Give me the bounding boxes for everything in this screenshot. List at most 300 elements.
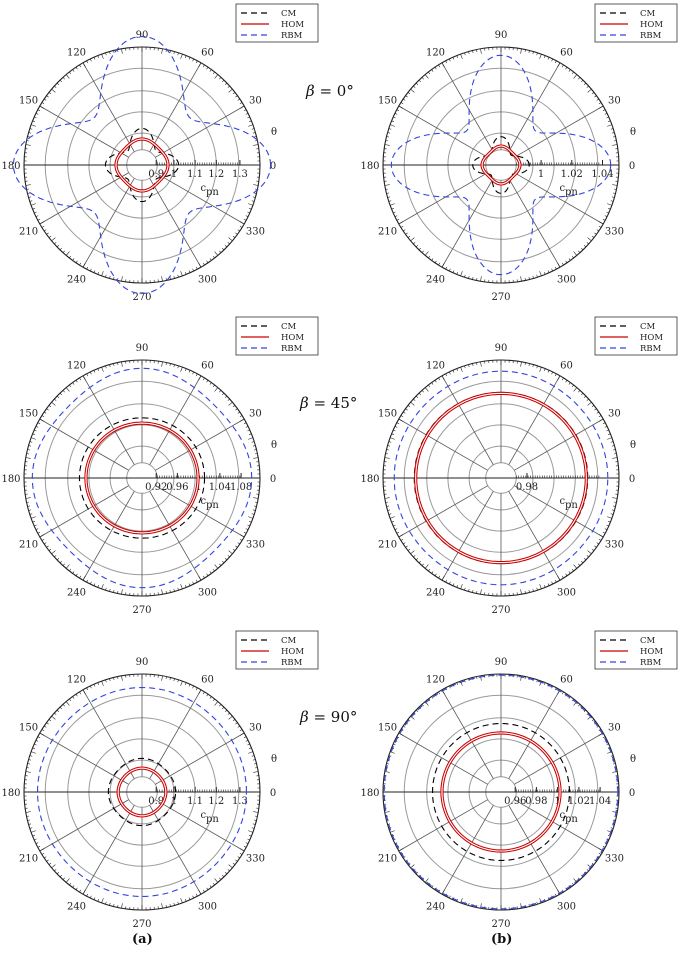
- angle-tick: [544, 585, 545, 587]
- angle-tick: [481, 49, 482, 54]
- angle-tick: [599, 853, 601, 854]
- angle-tick: [584, 83, 586, 85]
- angle-tick: [411, 865, 415, 868]
- angle-tick: [392, 208, 394, 209]
- angle-label: 60: [560, 360, 573, 372]
- angle-tick: [44, 857, 46, 858]
- radial-label-sub: pn: [564, 500, 578, 511]
- angle-tick: [31, 438, 36, 440]
- angle-tick: [248, 517, 253, 519]
- angle-tick: [178, 680, 179, 682]
- angle-tick: [389, 442, 391, 443]
- angle-tick: [572, 72, 574, 74]
- angle-tick: [73, 70, 75, 72]
- angle-tick: [403, 99, 405, 100]
- angle-tick: [569, 70, 571, 72]
- angle-tick: [162, 676, 163, 681]
- angle-tick: [69, 256, 71, 258]
- angle-tick: [385, 185, 390, 186]
- angle-label: 270: [491, 292, 511, 303]
- angle-tick: [403, 726, 405, 727]
- angle-tick: [229, 238, 233, 241]
- radial-tick-label: 1: [554, 796, 561, 807]
- angle-tick: [566, 67, 567, 69]
- angle-tick: [537, 902, 538, 904]
- angle-tick: [26, 458, 31, 459]
- angle-tick: [178, 53, 179, 55]
- angle-tick: [229, 716, 233, 719]
- angle-tick: [416, 245, 418, 247]
- radial-tick-label: 0.96: [166, 482, 189, 493]
- angle-tick: [428, 569, 430, 571]
- angle-tick: [521, 589, 522, 594]
- angle-tick: [66, 252, 69, 256]
- angle-tick: [26, 812, 31, 813]
- angle-label: 90: [135, 30, 149, 41]
- radial-tick-label: 1.3: [231, 169, 248, 180]
- angle-tick: [238, 543, 240, 544]
- angle-tick: [248, 438, 253, 440]
- angle-tick: [106, 275, 107, 277]
- grid-spoke: [155, 800, 244, 851]
- angle-label: 330: [604, 853, 624, 865]
- beta-label-90: β = 90°: [300, 708, 358, 726]
- angle-tick: [461, 584, 463, 589]
- angle-tick: [385, 145, 390, 146]
- angle-tick: [47, 723, 49, 725]
- angle-tick: [465, 588, 466, 590]
- angle-tick: [225, 558, 227, 560]
- angle-tick: [572, 385, 574, 387]
- legend-label: HOM: [281, 20, 305, 30]
- angle-tick: [80, 263, 81, 265]
- angle-tick: [416, 396, 418, 398]
- angle-tick: [587, 86, 589, 88]
- angle-label: 120: [66, 360, 87, 372]
- angle-tick: [106, 680, 107, 682]
- angle-tick: [196, 374, 197, 376]
- angle-tick: [555, 580, 556, 582]
- grid-spoke: [40, 800, 129, 851]
- angle-tick: [406, 233, 408, 235]
- angle-tick: [210, 571, 212, 573]
- angle-label: 330: [245, 539, 265, 551]
- angle-label: 90: [135, 657, 149, 668]
- angle-label: 180: [1, 474, 21, 485]
- angle-label: 180: [1, 161, 21, 172]
- angle-tick: [102, 898, 104, 903]
- angle-tick: [422, 77, 424, 79]
- grid-spoke: [83, 178, 134, 267]
- angle-tick: [178, 588, 179, 590]
- angle-tick: [57, 83, 59, 85]
- angle-label: 180: [360, 474, 380, 485]
- angle-tick: [572, 883, 574, 885]
- angle-tick: [392, 121, 394, 122]
- angle-tick: [83, 890, 86, 894]
- angle-tick: [578, 251, 580, 253]
- angle-label: 0: [628, 161, 636, 172]
- angle-tick: [54, 399, 56, 401]
- angle-tick: [611, 514, 613, 515]
- angle-tick: [521, 362, 522, 367]
- angle-tick: [611, 201, 613, 202]
- angle-tick: [390, 125, 395, 127]
- angle-tick: [38, 110, 40, 111]
- angle-tick: [587, 555, 589, 557]
- angle-tick: [44, 543, 46, 544]
- angle-tick: [607, 204, 612, 206]
- angle-tick: [235, 723, 237, 725]
- radial-label-sub: pn: [205, 814, 219, 825]
- angle-tick: [69, 883, 71, 885]
- angle-label: 210: [19, 853, 39, 865]
- angle-tick: [66, 565, 69, 569]
- angle-tick: [102, 271, 104, 276]
- angle-tick: [42, 226, 44, 227]
- angle-tick: [457, 56, 458, 58]
- angle-tick: [574, 75, 577, 79]
- angle-tick: [38, 219, 40, 220]
- angle-tick: [162, 276, 163, 281]
- angle-tick: [40, 106, 44, 109]
- angle-tick: [228, 555, 230, 557]
- angle-tick: [240, 733, 244, 736]
- angle-tick: [446, 61, 447, 63]
- angle-tick: [581, 561, 583, 563]
- grid-spoke: [150, 690, 201, 779]
- angle-tick: [240, 416, 242, 417]
- angle-tick: [69, 569, 71, 571]
- angle-tick: [432, 258, 434, 260]
- radial-tick-label: 0.96: [504, 796, 527, 807]
- angle-tick: [566, 261, 567, 263]
- angle-tick: [199, 690, 202, 694]
- angle-tick: [87, 580, 88, 582]
- grid-spoke: [509, 376, 560, 465]
- angle-tick: [608, 121, 610, 122]
- angle-tick: [401, 226, 403, 227]
- angle-tick: [233, 719, 235, 721]
- angle-tick: [225, 710, 227, 712]
- angle-tick: [253, 185, 258, 186]
- angle-tick: [439, 378, 440, 380]
- angle-label: 120: [425, 47, 446, 59]
- angle-tick: [392, 434, 394, 435]
- angle-tick: [83, 690, 86, 694]
- angle-tick: [592, 549, 594, 551]
- angle-tick: [555, 894, 556, 896]
- angle-tick: [461, 54, 463, 59]
- angle-tick: [435, 574, 436, 576]
- angle-tick: [416, 710, 418, 712]
- angle-tick: [597, 543, 599, 544]
- angle-tick: [540, 367, 542, 372]
- angle-tick: [446, 267, 447, 269]
- angle-tick: [52, 402, 56, 405]
- angle-tick: [588, 551, 592, 554]
- column-label-a: (a): [132, 932, 153, 947]
- legend-label: RBM: [640, 344, 662, 354]
- radial-tick-label: 1.02: [567, 796, 591, 807]
- angle-tick: [399, 222, 403, 225]
- angle-tick: [162, 589, 163, 594]
- legend-label: CM: [281, 636, 297, 646]
- legend-label: CM: [281, 9, 297, 19]
- angle-tick: [244, 532, 246, 533]
- angle-label: 300: [197, 901, 218, 913]
- grid-spoke: [155, 486, 244, 537]
- legend: [595, 4, 677, 42]
- angle-tick: [244, 423, 246, 424]
- angle-tick: [42, 416, 44, 417]
- angle-tick: [603, 846, 605, 847]
- beta-label-45: β = 45°: [300, 394, 358, 412]
- radial-tick-label: 1.04: [591, 169, 614, 180]
- angle-tick: [215, 702, 218, 706]
- angle-tick: [98, 369, 99, 371]
- grid-spoke: [155, 173, 244, 224]
- angle-tick: [411, 551, 415, 554]
- angle-tick: [76, 261, 77, 263]
- angle-tick: [228, 869, 230, 871]
- angle-tick: [397, 423, 399, 424]
- angle-tick: [229, 865, 233, 868]
- angle-tick: [210, 383, 212, 385]
- angle-tick: [44, 726, 46, 727]
- angle-tick: [40, 535, 44, 538]
- angle-tick: [457, 369, 458, 371]
- angle-tick: [54, 242, 56, 244]
- angle-tick: [213, 883, 215, 885]
- angle-tick: [219, 564, 221, 566]
- angle-tick: [574, 252, 577, 256]
- angle-tick: [521, 49, 522, 54]
- angle-tick: [592, 405, 594, 407]
- angle-tick: [240, 535, 244, 538]
- angle-tick: [57, 558, 59, 560]
- angle-tick: [562, 65, 563, 67]
- angle-tick: [222, 707, 224, 709]
- angle-tick: [40, 733, 44, 736]
- angle-tick: [233, 405, 235, 407]
- angle-tick: [73, 571, 75, 573]
- grid-spoke: [442, 63, 493, 152]
- angle-tick: [248, 204, 253, 206]
- angle-tick: [599, 419, 603, 422]
- legend-label: HOM: [640, 333, 664, 343]
- angle-tick: [413, 86, 415, 88]
- angle-tick: [435, 261, 436, 263]
- angle-tick: [185, 56, 186, 58]
- grid-spoke: [399, 419, 488, 470]
- angle-label: 240: [425, 587, 446, 599]
- angle-tick: [213, 699, 215, 701]
- angle-tick: [244, 110, 246, 111]
- angle-tick: [419, 561, 421, 563]
- legend-label: RBM: [281, 344, 303, 354]
- radial-tick-label: 1.2: [208, 169, 225, 180]
- angle-tick: [207, 694, 208, 696]
- angle-tick: [69, 72, 71, 74]
- angle-tick: [33, 521, 35, 522]
- angle-tick: [419, 80, 421, 82]
- angle-tick: [252, 442, 254, 443]
- polar-chart-6: [360, 631, 677, 930]
- legend: [236, 317, 318, 355]
- radial-tick-label: 1: [537, 169, 545, 180]
- angle-tick: [408, 92, 410, 94]
- angle-tick: [238, 857, 240, 858]
- grid-spoke: [514, 106, 603, 157]
- angle-tick: [389, 129, 391, 130]
- angle-label: 330: [604, 226, 624, 238]
- angle-tick: [40, 419, 44, 422]
- angle-tick: [87, 267, 88, 269]
- angle-label: 30: [608, 408, 621, 420]
- angle-tick: [44, 99, 46, 100]
- angle-tick: [390, 517, 395, 519]
- angle-tick: [222, 80, 224, 82]
- angle-tick: [54, 713, 56, 715]
- grid-spoke: [509, 178, 560, 267]
- angle-tick: [403, 230, 405, 231]
- angle-tick: [222, 393, 224, 395]
- angle-tick: [432, 70, 434, 72]
- grid-spoke: [509, 491, 560, 580]
- angle-tick: [57, 245, 59, 247]
- angle-tick: [76, 694, 77, 696]
- grid-spoke: [442, 491, 493, 580]
- angle-tick: [461, 367, 463, 372]
- angle-tick: [207, 67, 208, 69]
- angle-tick: [406, 409, 408, 411]
- grid-spoke: [83, 690, 134, 779]
- angle-tick: [439, 576, 440, 578]
- angle-tick: [244, 846, 246, 847]
- angle-label: 60: [560, 674, 573, 686]
- legend-box: [236, 631, 318, 669]
- angle-tick: [30, 129, 32, 130]
- angle-tick: [612, 458, 617, 459]
- angle-tick: [558, 263, 561, 267]
- theta-label: θ: [270, 127, 278, 138]
- angle-tick: [399, 419, 403, 422]
- angle-tick: [222, 248, 224, 250]
- angle-tick: [422, 564, 424, 566]
- grid-spoke: [514, 419, 603, 470]
- radial-tick-label: 1.08: [229, 482, 253, 493]
- legend: [595, 317, 677, 355]
- angle-tick: [219, 251, 221, 253]
- angle-tick: [411, 238, 415, 241]
- angle-label: 240: [66, 901, 87, 913]
- angle-tick: [439, 263, 440, 265]
- angle-label: 270: [491, 919, 511, 930]
- legend-label: CM: [281, 322, 297, 332]
- angle-tick: [199, 376, 202, 380]
- angle-tick: [248, 752, 253, 754]
- angle-tick: [80, 692, 81, 694]
- angle-tick: [47, 233, 49, 235]
- angle-tick: [207, 261, 208, 263]
- angle-tick: [73, 258, 75, 260]
- angle-tick: [60, 561, 62, 563]
- angle-tick: [390, 438, 395, 440]
- angle-tick: [555, 374, 556, 376]
- angle-tick: [42, 730, 44, 731]
- angle-tick: [83, 576, 86, 580]
- angle-tick: [33, 121, 35, 122]
- angle-tick: [592, 92, 594, 94]
- legend-box: [595, 4, 677, 42]
- angle-tick: [181, 271, 183, 276]
- angle-tick: [219, 704, 221, 706]
- grid-spoke: [155, 419, 244, 470]
- angle-tick: [425, 879, 428, 883]
- angle-tick: [578, 704, 580, 706]
- angle-tick: [569, 383, 571, 385]
- grid-spoke: [155, 106, 244, 157]
- angle-tick: [249, 434, 251, 435]
- angle-label: 60: [201, 674, 214, 686]
- angle-tick: [581, 248, 583, 250]
- angle-tick: [199, 576, 202, 580]
- angle-label: 150: [378, 722, 398, 734]
- angle-tick: [578, 390, 580, 392]
- angle-tick: [98, 899, 99, 901]
- angle-tick: [397, 219, 399, 220]
- angle-tick: [587, 399, 589, 401]
- angle-tick: [572, 256, 574, 258]
- angle-label: 90: [494, 30, 508, 41]
- angle-tick: [54, 86, 56, 88]
- angle-tick: [49, 92, 51, 94]
- angle-tick: [235, 96, 237, 98]
- angle-tick: [537, 275, 538, 277]
- polar-chart-1: [1, 4, 318, 303]
- angle-tick: [249, 208, 251, 209]
- grid-spoke: [514, 486, 603, 537]
- angle-label: 270: [491, 605, 511, 616]
- angle-tick: [584, 396, 586, 398]
- angle-tick: [411, 402, 415, 405]
- angle-tick: [26, 772, 31, 773]
- angle-tick: [461, 271, 463, 276]
- radial-label: c: [559, 810, 566, 821]
- angle-tick: [607, 438, 612, 440]
- angle-tick: [178, 366, 179, 368]
- legend-label: RBM: [281, 31, 303, 41]
- angle-tick: [253, 145, 258, 146]
- angle-tick: [607, 125, 612, 127]
- angle-tick: [73, 885, 75, 887]
- angle-tick: [608, 835, 610, 836]
- angle-tick: [581, 393, 583, 395]
- angle-tick: [83, 263, 86, 267]
- angle-label: 210: [19, 539, 39, 551]
- angle-tick: [57, 710, 59, 712]
- angle-tick: [102, 584, 104, 589]
- angle-tick: [252, 201, 254, 202]
- angle-tick: [432, 697, 434, 699]
- angle-tick: [446, 374, 447, 376]
- angle-tick: [199, 890, 202, 894]
- angle-tick: [42, 103, 44, 104]
- angle-tick: [389, 201, 391, 202]
- angle-label: 120: [425, 674, 446, 686]
- angle-label: 180: [360, 788, 380, 799]
